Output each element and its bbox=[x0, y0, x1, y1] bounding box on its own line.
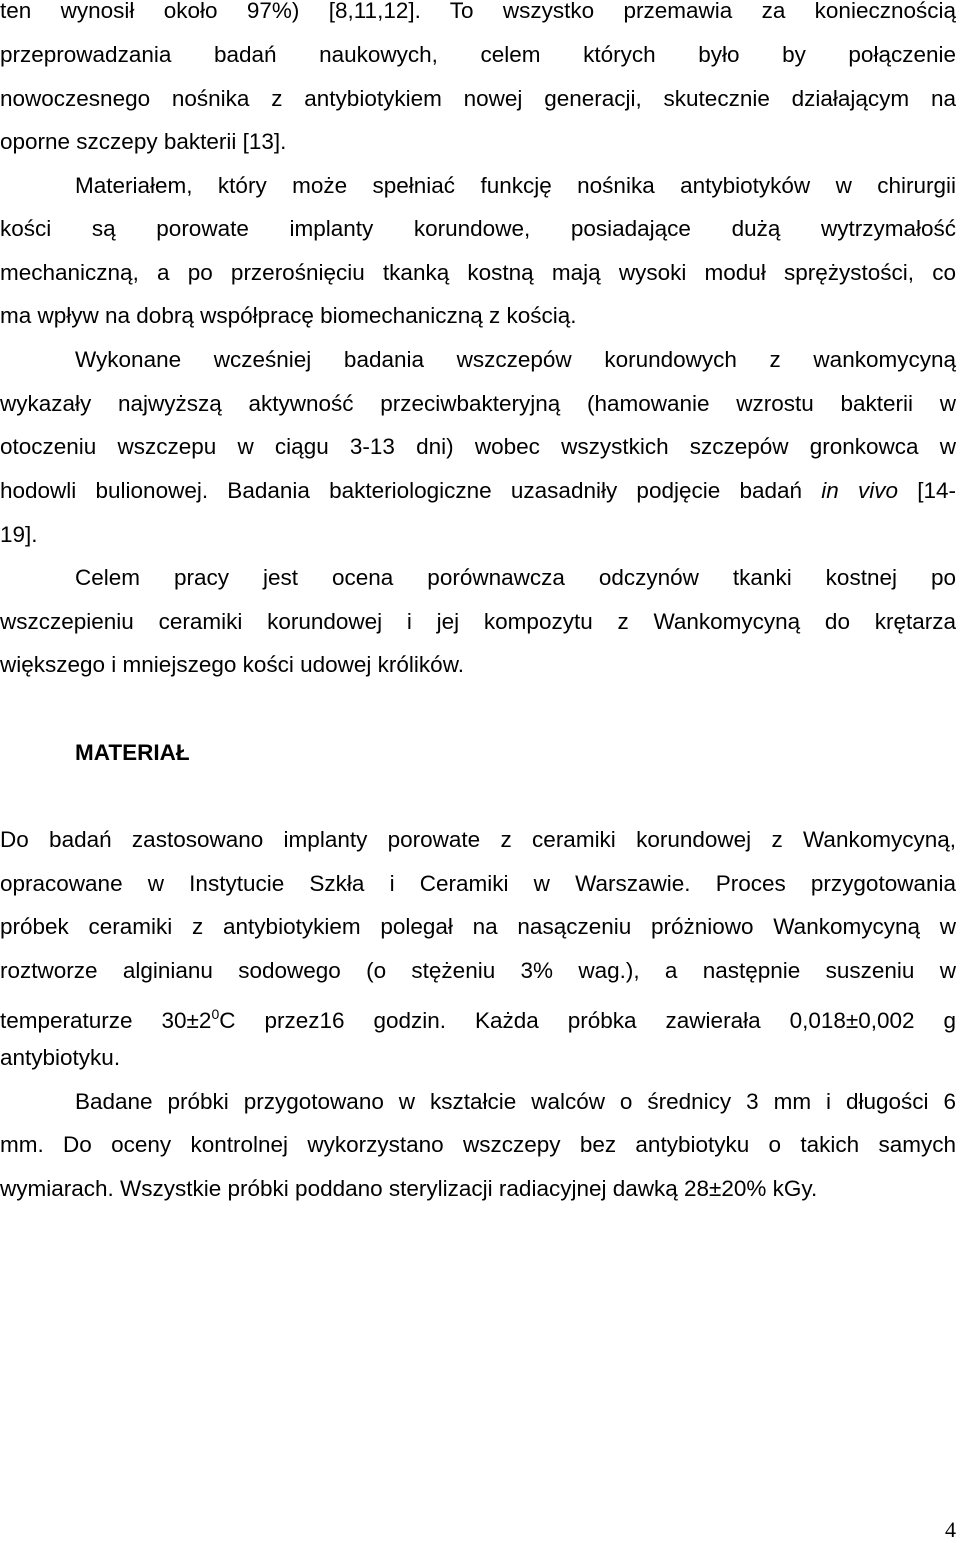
text-line: Badane próbki przygotowano w kształcie walców o średnicy 3 mm i długości 6 bbox=[75, 1089, 956, 1114]
superscript: 0 bbox=[211, 1006, 220, 1022]
text-line: mechaniczną, a po przerośnięciu tkanką kostną mają wysoki moduł sprężystości, co bbox=[0, 260, 956, 285]
text-line: większego i mniejszego kości udowej królików. bbox=[0, 652, 464, 677]
text-line: nowoczesnego nośnika z antybiotykiem nowej generacji, skutecznie działającym na bbox=[0, 86, 956, 111]
text-line: otoczeniu wszczepu w ciągu 3-13 dni) wobec wszystkich szczepów gronkowca w bbox=[0, 434, 956, 459]
text-segment: [14- bbox=[898, 478, 956, 503]
text-line: ten wynosił około 97%) [8,11,12]. To wszystko przemawia za koniecznością bbox=[0, 0, 956, 23]
text-line: kości są porowate implanty korundowe, posiadające dużą wytrzymałość bbox=[0, 216, 956, 241]
text-line: Celem pracy jest ocena porównawcza odczynów tkanki kostnej po bbox=[75, 565, 956, 590]
page-number: 4 bbox=[945, 1517, 956, 1542]
italic-term: in vivo bbox=[821, 478, 898, 503]
text-line: 19]. bbox=[0, 522, 38, 547]
text-segment: C przez16 godzin. Każda próbka zawierała 0,018±0,002 g bbox=[219, 1008, 957, 1033]
text-line: antybiotyku. bbox=[0, 1045, 121, 1070]
text-line: wszczepieniu ceramiki korundowej i jej kompozytu z Wankomycyną do krętarza bbox=[0, 609, 956, 634]
text-line bbox=[0, 476, 956, 506]
text-line: próbek ceramiki z antybiotykiem polegał na nasączeniu próżniowo Wankomycyną w bbox=[0, 914, 956, 939]
text-line: Wykonane wcześniej badania wszczepów korundowych z wankomycyną bbox=[75, 347, 956, 372]
text-line: oporne szczepy bakterii [13]. bbox=[0, 129, 287, 154]
text-segment: temperaturze 30±2 bbox=[0, 1008, 212, 1033]
text-line: roztworze alginianu sodowego (o stężeniu 3% wag.), a następnie suszeniu w bbox=[0, 958, 956, 983]
text-line: mm. Do oceny kontrolnej wykorzystano wszczepy bez antybiotyku o takich samych bbox=[0, 1132, 956, 1157]
text-line: Do badań zastosowano implanty porowate z ceramiki korundowej z Wankomycyną, bbox=[0, 827, 956, 852]
text-line: wykazały najwyższą aktywność przeciwbakteryjną (hamowanie wzrostu bakterii w bbox=[0, 391, 956, 416]
text-line: opracowane w Instytucie Szkła i Ceramiki w Warszawie. Proces przygotowania bbox=[0, 871, 956, 896]
section-heading: MATERIAŁ bbox=[75, 740, 190, 765]
text-line bbox=[0, 999, 956, 1036]
text-line: Materiałem, który może spełniać funkcję nośnika antybiotyków w chirurgii bbox=[75, 173, 956, 198]
text-line: przeprowadzania badań naukowych, celem których było by połączenie bbox=[0, 42, 956, 67]
text-segment: hodowli bulionowej. Badania bakteriologiczne uzasadniły podjęcie badań bbox=[0, 478, 822, 503]
text-line: ma wpływ na dobrą współpracę biomechaniczną z kością. bbox=[0, 303, 577, 328]
text-line: wymiarach. Wszystkie próbki poddano sterylizacji radiacyjnej dawką 28±20% kGy. bbox=[0, 1176, 818, 1201]
